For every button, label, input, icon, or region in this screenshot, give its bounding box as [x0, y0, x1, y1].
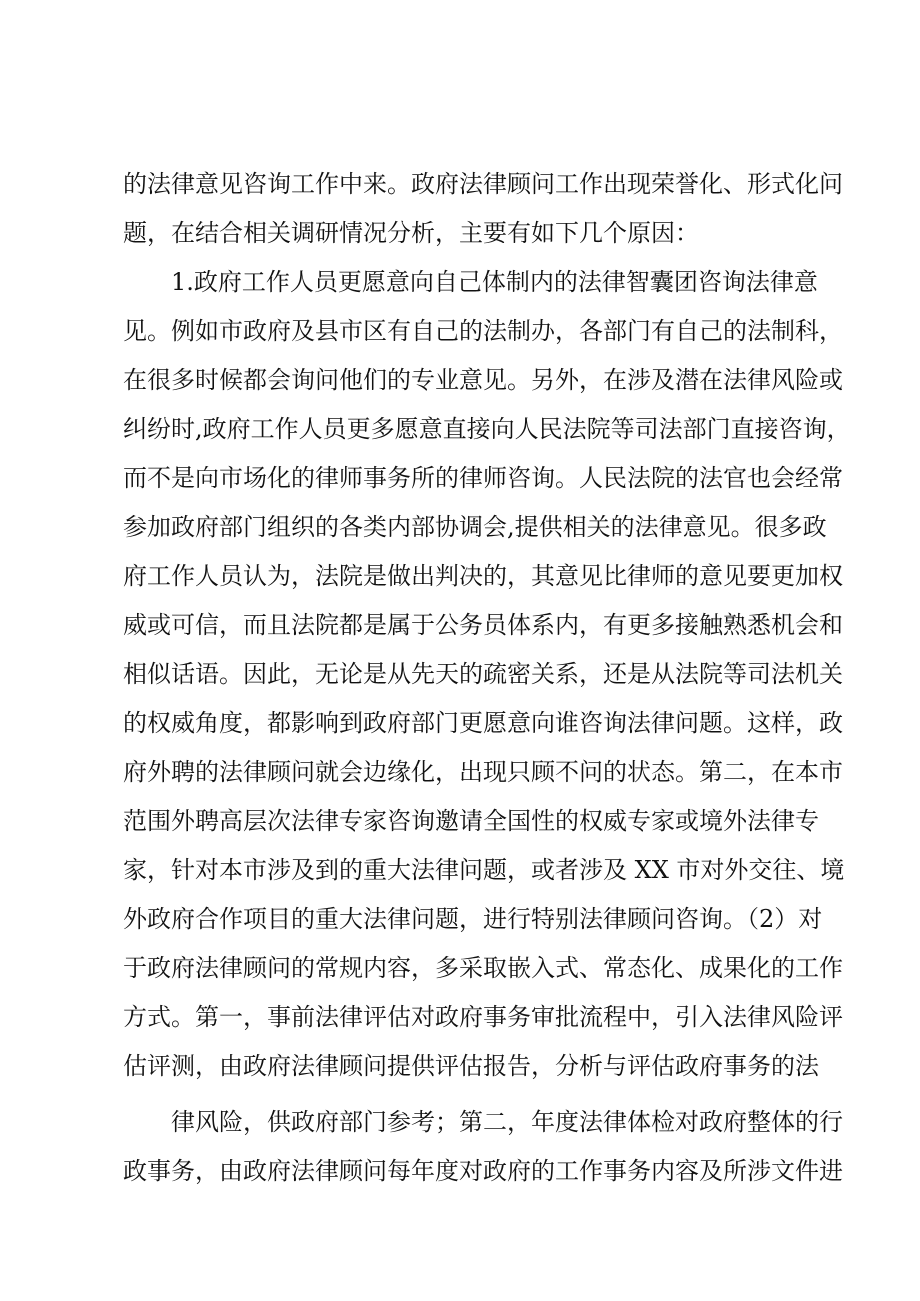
text-line-15: 家，针对本市涉及到的重大法律问题，或者涉及 XX 市对外交往、境	[123, 856, 845, 884]
text-line-19: 估评测，由政府法律顾问提供评估报告，分析与评估政府事务的法	[123, 1052, 819, 1080]
text-line-21: 政事务，由政府法律顾问每年度对政府的工作事务内容及所涉文件进	[123, 1157, 843, 1185]
text-line-20: 律风险，供政府部门参考；第二，年度法律体检对政府整体的行	[171, 1108, 843, 1136]
text-line-16: 外政府合作项目的重大法律问题，进行特别法律顾问咨询。（2）对	[123, 905, 823, 933]
text-line-6: 纠纷时,政府工作人员更多愿意直接向人民法院等司法部门直接咨询，	[123, 415, 851, 443]
text-line-9: 府工作人员认为，法院是做出判决的，其意见比律师的意见要更加权	[123, 562, 843, 590]
text-line-12: 的权威角度，都影响到政府部门更愿意向谁咨询法律问题。这样，政	[123, 709, 843, 737]
text-line-4: 见。例如市政府及县市区有自己的法制办，各部门有自己的法制科，	[123, 317, 843, 345]
text-line-14: 范围外聘高层次法律专家咨询邀请全国性的权威专家或境外法律专	[123, 807, 819, 835]
text-line-11: 相似话语。因此，无论是从先天的疏密关系，还是从法院等司法机关	[123, 660, 843, 688]
text-line-5: 在很多时候都会询问他们的专业意见。另外，在涉及潜在法律风险或	[123, 366, 843, 394]
text-line-7: 而不是向市场化的律师事务所的律师咨询。人民法院的法官也会经常	[123, 464, 843, 492]
text-line-3: 1.政府工作人员更愿意向自己体制内的法律智囊团咨询法律意	[171, 268, 818, 296]
text-line-8: 参加政府部门组织的各类内部协调会,提供相关的法律意见。很多政	[123, 513, 827, 541]
text-line-10: 威或可信，而且法院都是属于公务员体系内，有更多接触熟悉机会和	[123, 611, 843, 639]
text-line-18: 方式。第一，事前法律评估对政府事务审批流程中，引入法律风险评	[123, 1003, 843, 1031]
text-line-17: 于政府法律顾问的常规内容，多采取嵌入式、常态化、成果化的工作	[123, 954, 843, 982]
text-line-2: 题，在结合相关调研情况分析，主要有如下几个原因：	[123, 219, 699, 247]
text-line-13: 府外聘的法律顾问就会边缘化，出现只顾不问的状态。第二，在本市	[123, 758, 843, 786]
text-line-1: 的法律意见咨询工作中来。政府法律顾问工作出现荣誉化、形式化问	[123, 170, 843, 198]
